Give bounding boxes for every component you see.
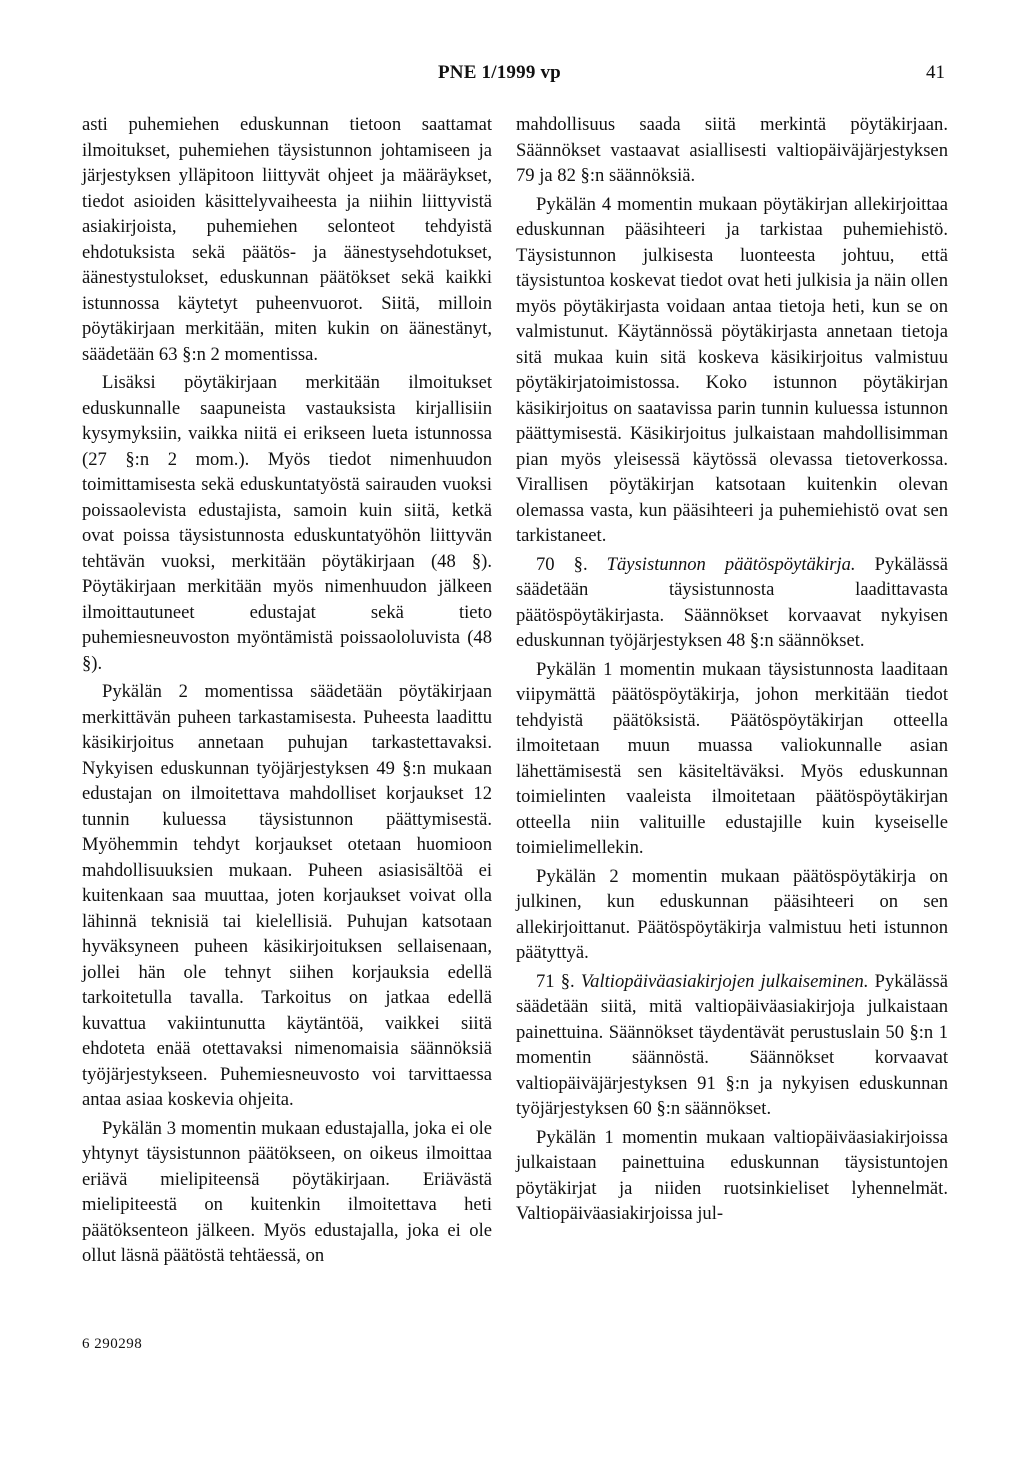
paragraph: Pykälän 3 momentin mukaan edustajalla, joka ei ole yhtynyt täysistunnon päätökseen, on oikeus ilmoittaa eriävä mielipiteensä pöytäkirjaan. Eriävästä mielipiteestä on kuitenkin ilmoitettava heti päätöksenteon jälkeen. Myös edustajalla, joka ei ole ollut läsnä päätöstä tehtäessä, on	[82, 1117, 492, 1266]
section-title: Täysistunnon päätöspöytäkirja.	[606, 553, 856, 575]
section-71	[516, 969, 948, 1122]
section-70	[516, 552, 948, 654]
footer-code: 6 290298	[82, 1336, 143, 1352]
left-column	[82, 112, 492, 1269]
paragraph: Pykälän 1 momentin mukaan täysistunnosta laaditaan viipymättä päätöspöytäkirja, johon merkitään tiedot tehdyistä päätöksistä. Päätöspöytäkirjan otteella ilmoitetaan muun muassa valiokunnalle asian lähettämisestä sen käsiteltäväksi. Myös eduskunnan toimielinten vaaleista ilmoitetaan päätöspöytäkirjan otteella niin valituille edustajille kuin kyseiselle toimielimellekin.	[516, 658, 948, 858]
section-number: 71 §.	[536, 970, 575, 992]
section-text: Pykälässä säädetään siitä, mitä valtiopäiväasiakirjoja julkaistaan painettuina. Säännökset täydentävät perustuslain 50 §:n 1 momentin säännöstä. Säännökset korvaavat valtiopäiväjärjestyksen 91 §:n ja nykyisen eduskunnan työjärjestyksen 60 §:n säännökset.	[516, 970, 948, 1119]
page-header	[0, 62, 1024, 92]
section-title: Valtiopäiväasiakirjojen julkaiseminen.	[580, 970, 869, 992]
paragraph: Pykälän 1 momentin mukaan valtiopäiväasiakirjoissa julkaistaan painettuina eduskunnan täysistuntojen pöytäkirjat ja niiden ruotsinkieliset lyhennelmät. Valtiopäiväasiakirjoissa jul-	[516, 1126, 948, 1224]
paragraph: mahdollisuus saada siitä merkintä pöytäkirjaan. Säännökset vastaavat asiallisesti valtiopäiväjärjestyksen 79 ja 82 §:n säännöksiä.	[516, 114, 948, 186]
paragraph: Pykälän 2 momentissa säädetään pöytäkirjaan merkittävän puheen tarkastamisesta. Puheesta laadittu käsikirjoitus annetaan puhujan tarkastettavaksi. Nykyisen eduskunnan työjärjestyksen 49 §:n mukaan edustajan on ilmoitettava mahdolliset korjaukset 12 tunnin kuluessa täysistunnon päättymisestä. Myöhemmin tehdyt korjaukset otetaan huomioon mahdollisuuksien mukaan. Puheen asiasisältöä ei kuitenkaan saa muuttaa, joten korjaukset voivat olla lähinnä teknisiä tai kielellisiä. Puhujan katsotaan hyväksyneen puheen käsikirjoituksen sellaisenaan, jollei hän ole tehnyt siihen korjauksia edellä tarkoitetulla tavalla. Tarkoitus on jatkaa edellä kuvattua vakiintunutta käytäntöä, vaikkei siitä ehdoteta enää otettavaksi nimenomaisia säännöksiä työjärjestykseen. Puhemiesneuvosto voi tarvittaessa antaa asiaa koskevia ohjeita.	[82, 681, 492, 1110]
page-number: 41	[926, 62, 945, 83]
paragraph: asti puhemiehen eduskunnan tietoon saattamat ilmoitukset, puhemiehen täysistunnon johtamiseen ja järjestyksen ylläpitoon liittyvät ohjeet ja määräykset, tiedot asioiden käsittelyvaiheesta ja niihin liittyvistä asiakirjoista, puhemiehen selonteot tehdyistä ehdotuksista sekä päätös- ja äänestysehdotukset, äänestystulokset, eduskunnan päätökset sekä kaikki istunnossa käytetyt puheenvuorot. Siitä, milloin pöytäkirjaan merkitään, miten kukin on äänestänyt, säädetään 63 §:n 2 momentissa.	[82, 114, 492, 365]
section-number: 70 §.	[536, 553, 588, 575]
paragraph: Pykälän 4 momentin mukaan pöytäkirjan allekirjoittaa eduskunnan pääsihteeri ja tarkistaa puhemiehistö. Täysistunnon julkisesta luonteesta johtuu, että täysistuntoa koskevat tiedot ovat heti julkisia ja näin ollen myös pöytäkirjasta voidaan antaa tietoja heti, kun se on valmistunut. Käytännössä pöytäkirjasta annetaan tietoja sitä mukaa kuin sitä koskeva käsikirjoitus valmistuu pöytäkirjatoimistossa. Koko istunnon pöytäkirjan käsikirjoitus on saatavissa parin tunnin kuluessa istunnon päättymisestä. Käsikirjoitus julkaistaan mahdollisimman pian myös yleisessä käytössä olevassa tietoverkossa. Virallisen pöytäkirjan katsotaan kuitenkin olevan olemassa vasta, kun pääsihteeri ja puhemiehistö ovat sen tarkistaneet.	[516, 193, 948, 546]
running-title: PNE 1/1999 vp	[438, 62, 561, 83]
section-text: Pykälässä säädetään täysistunnosta laadittavasta päätöspöytäkirjasta. Säännökset korvaavat nykyisen eduskunnan työjärjestyksen 48 §:n säännökset.	[516, 553, 948, 651]
paragraph: Pykälän 2 momentin mukaan päätöspöytäkirja on julkinen, kun eduskunnan pääsihteeri on sen allekirjoittanut. Päätöspöytäkirja valmistuu heti istunnon päätyttyä.	[516, 865, 948, 963]
right-column	[516, 112, 948, 1227]
paragraph: Lisäksi pöytäkirjaan merkitään ilmoitukset eduskunnalle saapuneista vastauksista kirjallisiin kysymyksiin, vaikka niitä ei erikseen lueta istunnossa (27 §:n 2 mom.). Myös tiedot nimenhuudon toimittamisesta sekä eduskuntatyöstä sairauden vuoksi poissaolevista edustajista, samoin kuin siitä, ketkä ovat poissa täysistunnosta eduskuntatyöhön liittyvän tehtävän vuoksi, merkitään pöytäkirjaan (48 §). Pöytäkirjaan merkitään myös nimenhuudon jälkeen ilmoittautuneet edustajat sekä tieto puhemiesneuvoston myöntämistä poissaololuvista (48 §).	[82, 372, 492, 674]
